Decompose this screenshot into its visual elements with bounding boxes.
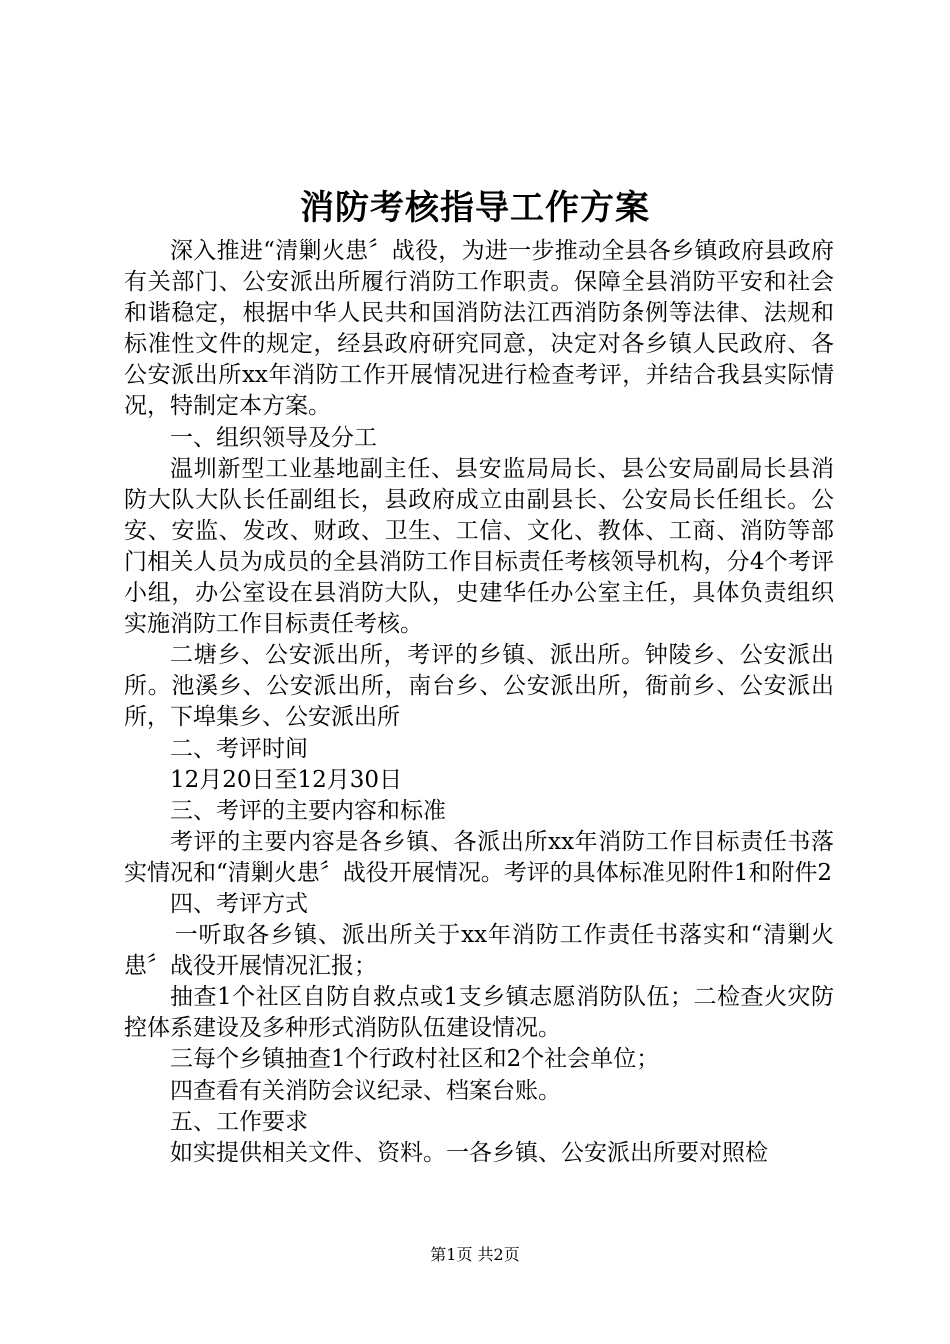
- heading-requirements: 五、工作要求: [170, 1108, 308, 1135]
- heading-content: 三、考评的主要内容和标准: [170, 797, 446, 824]
- paragraph-intro: 深入推进“清剿火患〞战役，为进一步推动全县各乡镇政府县政府有关部门、公安派出所履行消防工作职责。保障全县消防平安和社会和谐稳定，根据中华人民共和国消防法江西消防条例等法律、法规和标准性文件的规定，经县政府研究同意，决定对各乡镇人民政府、各公安派出所xx年消防工作开展情况进行检查考评，并结合我县实际情况，特制定本方案。: [124, 238, 834, 420]
- paragraph-content: 考评的主要内容是各乡镇、各派出所xx年消防工作目标责任书落实情况和“清剿火患〞战役开展情况。考评的具体标准见附件1和附件2: [124, 828, 834, 886]
- heading-time: 二、考评时间: [170, 735, 308, 762]
- paragraph-requirements: 如实提供相关文件、资料。一各乡镇、公安派出所要对照检: [170, 1139, 768, 1166]
- document-body: [124, 236, 834, 1169]
- paragraph-assessed-units: 二塘乡、公安派出所，考评的乡镇、派出所。钟陵乡、公安派出所。池溪乡、公安派出所，南台乡、公安派出所，衙前乡、公安派出所，下埠集乡、公安派出所: [124, 642, 834, 731]
- heading-organization: 一、组织领导及分工: [170, 424, 377, 451]
- paragraph-organization: 温圳新型工业基地副主任、县安监局局长、县公安局副局长县消防大队大队长任副组长，县政府成立由副县长、公安局长任组长。公安、安监、发改、财政、卫生、工信、文化、教体、工商、消防等部门相关人员为成员的全县消防工作目标责任考核领导机构，分4个考评小组，办公室设在县消防大队，史建华任办公室主任，具体负责组织实施消防工作目标责任考核。: [124, 455, 834, 638]
- page-footer: 第1页 共2页: [430, 1245, 520, 1264]
- paragraph-method-2: 抽查1个社区自防自救点或1支乡镇志愿消防队伍；二检查火灾防控体系建设及多种形式消防队伍建设情况。: [124, 984, 834, 1042]
- paragraph-method-3: 三每个乡镇抽查1个行政村社区和2个社会单位；: [170, 1046, 660, 1073]
- document-title: 消防考核指导工作方案: [300, 188, 650, 228]
- paragraph-method-4: 四查看有关消防会议纪录、档案台账。: [170, 1077, 561, 1104]
- heading-method: 四、考评方式: [170, 890, 308, 917]
- paragraph-method-1: 一听取各乡镇、派出所关于xx年消防工作责任书落实和“清剿火患〞战役开展情况汇报；: [124, 922, 834, 980]
- paragraph-time: 12月20日至12月30日: [170, 766, 403, 793]
